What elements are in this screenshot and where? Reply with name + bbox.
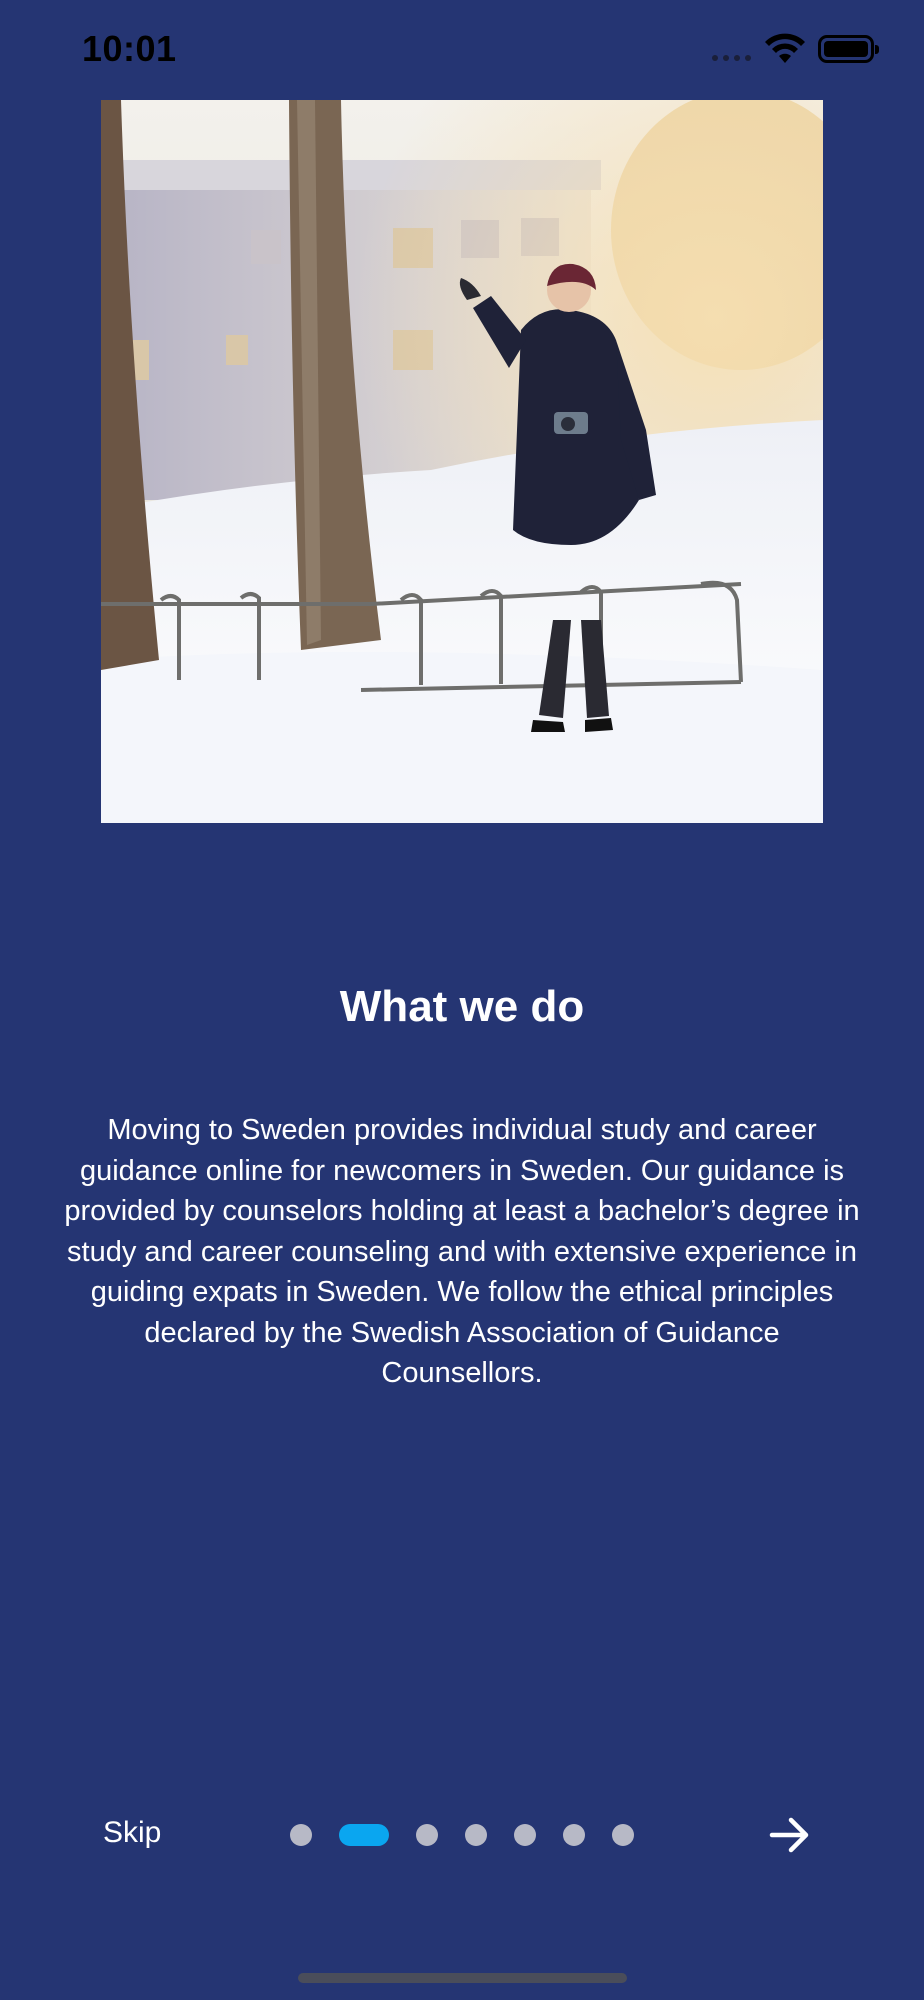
arrow-right-icon	[766, 1813, 814, 1857]
page-dot[interactable]	[612, 1824, 634, 1846]
status-time: 10:01	[82, 28, 177, 69]
page-dot-active[interactable]	[339, 1824, 389, 1846]
page-description: Moving to Sweden provides individual study and career guidance online for newcomers in Sweden. Our guidance is provided by counselors holding at least a bachelor’s degree in study and career counseling and with extensive experience in guiding expats in Sweden. We follow the ethical principles declared by the Swedish Association of Guidance Counsellors.	[64, 1114, 860, 1389]
page-dot[interactable]	[563, 1824, 585, 1846]
hero-image	[101, 100, 823, 823]
next-button[interactable]	[766, 1813, 814, 1857]
battery-icon	[818, 35, 874, 63]
page-dot[interactable]	[514, 1824, 536, 1846]
page-title: What we do	[339, 982, 585, 1031]
signal-dots-icon	[712, 55, 751, 61]
skip-button[interactable]: Skip	[103, 1816, 162, 1849]
home-indicator	[298, 1973, 627, 1983]
page-dot[interactable]	[465, 1824, 487, 1846]
page-dot[interactable]	[416, 1824, 438, 1846]
status-bar	[0, 0, 924, 100]
page-dot[interactable]	[290, 1824, 312, 1846]
woman-in-snowy-park-photo	[101, 100, 823, 823]
wifi-icon	[764, 32, 806, 66]
page-indicator	[290, 1824, 634, 1846]
